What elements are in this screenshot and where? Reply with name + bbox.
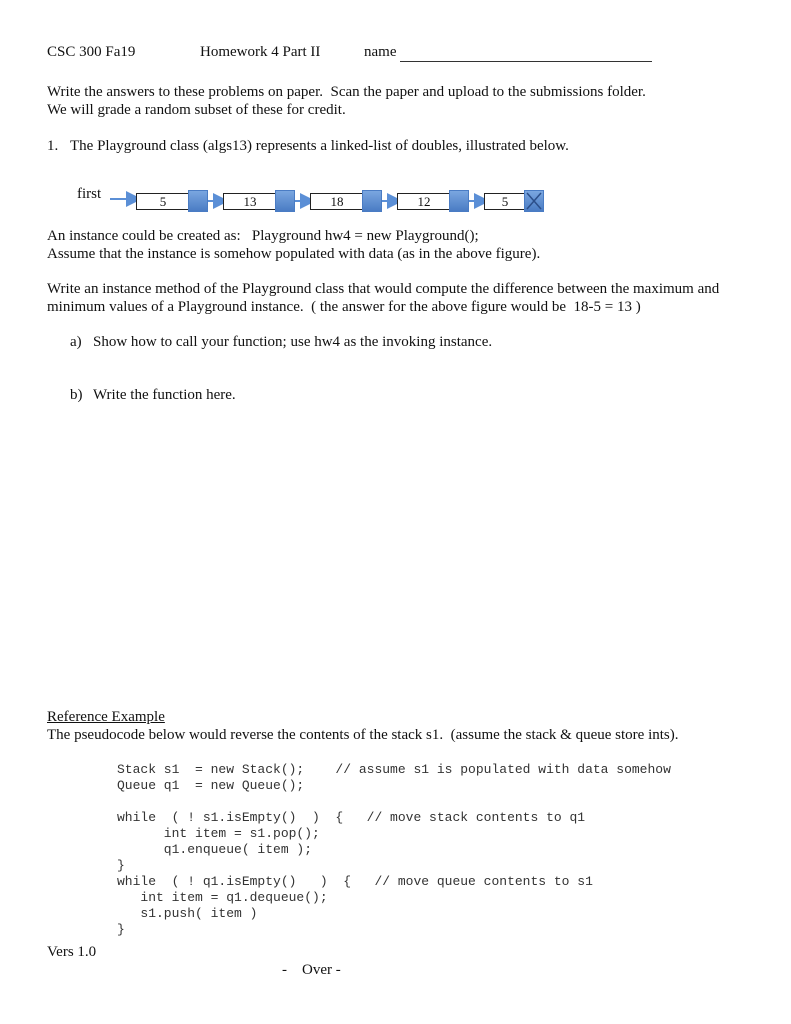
node-pointer-4 — [449, 190, 469, 212]
part-a-text: Show how to call your function; use hw4 as the invoking instance. — [93, 334, 493, 350]
code-line-11: } — [117, 922, 125, 937]
part-b-label: b) — [70, 387, 83, 403]
version-label: Vers 1.0 — [47, 944, 97, 960]
instance-line-2: Assume that the instance is somehow populated with data (as in the above figure). — [47, 246, 541, 262]
code-line-6: q1.enqueue( item ); — [117, 842, 313, 857]
reference-description: The pseudocode below would reverse the contents of the stack s1. (assume the stack & queue store ints). — [47, 727, 679, 743]
task-line-1: Write an instance method of the Playground class that would compute the difference between the maximum and — [47, 281, 720, 297]
task-line-2: minimum values of a Playground instance. ( the answer for the above figure would be 18-5 = 13 ) — [47, 299, 641, 315]
reference-heading: Reference Example — [47, 709, 165, 725]
first-label: first — [77, 186, 102, 202]
code-line-7: } — [117, 858, 125, 873]
part-b-text: Write the function here. — [93, 387, 236, 403]
node-pointer-2 — [275, 190, 295, 212]
course-label: CSC 300 Fa19 — [47, 44, 136, 60]
node-value-2: 13 — [223, 193, 277, 210]
problem-text: The Playground class (algs13) represents a linked-list of doubles, illustrated below. — [70, 138, 569, 154]
over-label: - Over - — [282, 962, 341, 978]
intro-line-2: We will grade a random subset of these for credit. — [47, 102, 346, 118]
null-x-icon — [525, 191, 543, 211]
node-value-1: 5 — [136, 193, 190, 210]
node-value-5: 5 — [484, 193, 526, 210]
code-line-10: s1.push( item ) — [117, 906, 258, 921]
assignment-title: Homework 4 Part II — [200, 44, 321, 60]
code-line-4: while ( ! s1.isEmpty() ) { // move stack contents to q1 — [117, 810, 586, 825]
code-line-8: while ( ! q1.isEmpty() ) { // move queue contents to s1 — [117, 874, 593, 889]
node-pointer-3 — [362, 190, 382, 212]
node-value-4: 12 — [397, 193, 451, 210]
name-label: name — [364, 44, 397, 60]
code-line-5: int item = s1.pop(); — [117, 826, 320, 841]
diagram-arrows — [0, 0, 791, 230]
code-line-2: Queue q1 = new Queue(); — [117, 778, 305, 793]
node-value-3: 18 — [310, 193, 364, 210]
problem-number: 1. — [47, 138, 59, 154]
intro-line-1: Write the answers to these problems on paper. Scan the paper and upload to the submissions folder. — [47, 84, 646, 100]
node-pointer-null — [524, 190, 544, 212]
node-pointer-1 — [188, 190, 208, 212]
code-line-1: Stack s1 = new Stack(); // assume s1 is populated with data somehow — [117, 762, 671, 777]
part-a-label: a) — [70, 334, 82, 350]
code-line-9: int item = q1.dequeue(); — [117, 890, 328, 905]
instance-line-1: An instance could be created as: Playground hw4 = new Playground(); — [47, 228, 479, 244]
